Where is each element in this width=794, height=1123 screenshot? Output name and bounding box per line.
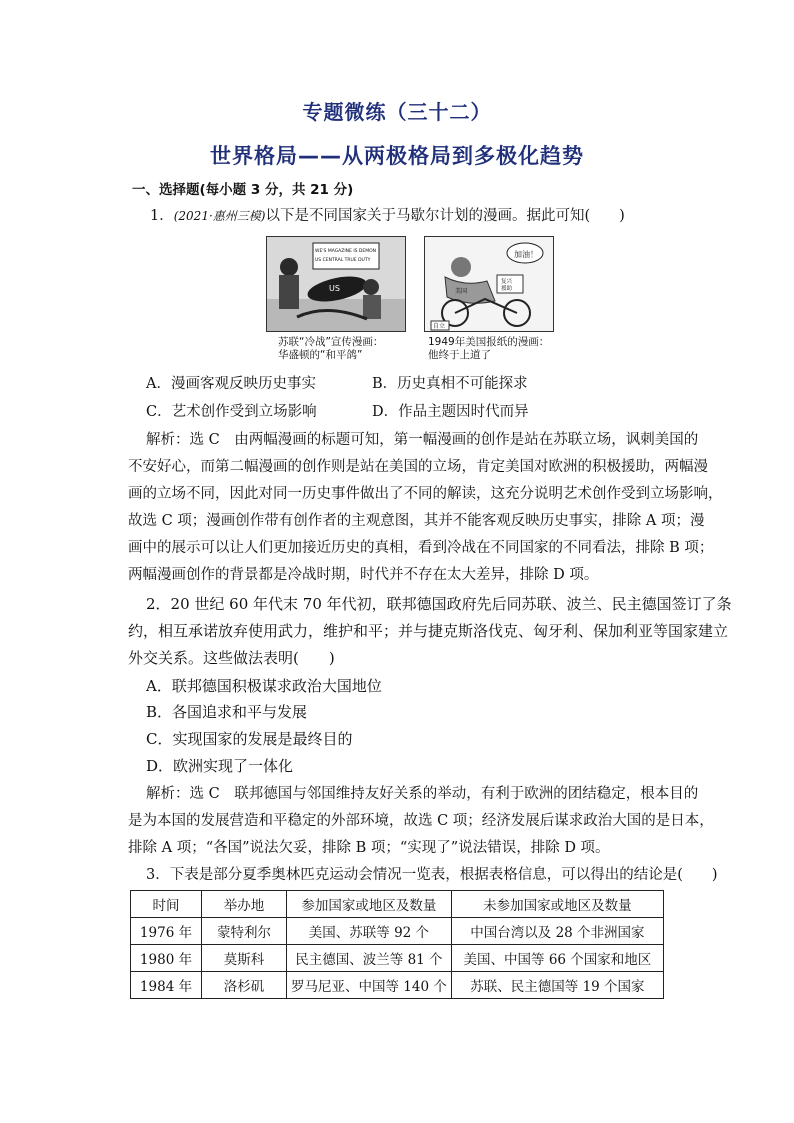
table-cell: 1980 年 [131, 945, 202, 972]
cartoon-us-label-4: 自立 [433, 323, 446, 330]
q3-stem: 3．下表是部分夏季奥林匹克运动会情况一览表，根据表格信息，可以得出的结论是( ) [146, 867, 718, 883]
cartoon-us-label-2: 复兴 [501, 279, 513, 285]
q2-analysis-line: 解析：选 C 联邦德国与邻国维持友好关系的举动，有利于欧洲的团结稳定，根本目的 [146, 786, 699, 802]
cartoon-us-caption-2: 他终于上道了 [428, 349, 491, 361]
table-cell: 1984 年 [131, 972, 202, 999]
table-cell: 中国台湾以及 28 个非洲国家 [451, 918, 663, 945]
cartoon-us-label-1: 美国 [455, 288, 468, 295]
cartoon-soviet-caption-2: 华盛顿的“和平鸽” [278, 349, 363, 361]
table-row [131, 945, 664, 972]
cartoon-us-bubble-text: 加油！ [514, 250, 538, 259]
table-cell: 蒙特利尔 [202, 918, 287, 945]
q1-option-d: D．作品主题因时代而异 [372, 404, 529, 420]
table-header-cell: 举办地 [202, 891, 287, 918]
cartoon-us-drawing [425, 237, 553, 331]
q1-option-c: C．艺术创作受到立场影响 [146, 404, 317, 420]
cartoon-soviet-bomb-label: US [329, 284, 340, 293]
q1-analysis-line: 两幅漫画创作的背景都是冷战时期，时代并不存在太大差异，排除 D 项。 [128, 567, 599, 583]
q2-option-d: D．欧洲实现了一体化 [146, 757, 294, 775]
q2-option-c: C．实现国家的发展是最终目的 [146, 730, 353, 748]
table-cell: 洛杉矶 [202, 972, 287, 999]
table-header-cell: 时间 [131, 891, 202, 918]
cartoon-soviet-sign-2: US CENTRAL TRUE DUTY [315, 258, 371, 263]
table-cell: 民主德国、波兰等 81 个 [287, 945, 452, 972]
q1-analysis-line: 画中的展示可以让人们更加接近历史的真相，看到冷战在不同国家的不同看法，排除 B 项； [128, 540, 714, 556]
cartoon-soviet-caption-1: 苏联“冷战”宣传漫画： [278, 336, 384, 348]
table-cell: 1976 年 [131, 918, 202, 945]
page-title: 专题微练（三十二） [302, 100, 492, 124]
cartoon-soviet-image [266, 236, 406, 332]
table-cell: 罗马尼亚、中国等 140 个 [287, 972, 452, 999]
table-row [131, 972, 664, 999]
q1-analysis-line: 不安好心，而第二幅漫画的创作则是站在美国的立场，肯定美国对欧洲的积极援助，两幅漫 [128, 459, 708, 475]
q2-analysis-line: 排除 A 项；“各国”说法欠妥，排除 B 项；“实现了”说法错误，排除 D 项。 [128, 840, 610, 856]
q1-option-b: B．历史真相不可能探求 [372, 376, 528, 392]
q1-number: 1． [150, 208, 174, 224]
table-cell: 美国、苏联等 92 个 [287, 918, 452, 945]
q2-stem-line: 约，相互承诺放弃使用武力，维护和平；并与捷克斯洛伐克、匈牙利、保加利亚等国家建立 [128, 622, 729, 640]
q1-option-a: A．漫画客观反映历史事实 [146, 376, 316, 392]
cartoon-soviet-drawing [267, 237, 405, 331]
table-header-cell: 参加国家或地区及数量 [287, 891, 452, 918]
q1-stem-line [150, 206, 625, 226]
q2-option-b: B．各国追求和平与发展 [146, 703, 308, 721]
section-heading: 一、选择题(每小题 3 分，共 21 分) [132, 182, 354, 198]
table-cell: 苏联、民主德国等 19 个国家 [451, 972, 663, 999]
table-cell: 美国、中国等 66 个国家和地区 [451, 945, 663, 972]
q1-analysis-line: 故选 C 项；漫画创作带有创作者的主观意图，其并不能客观反映历史事实，排除 A 项；漫 [128, 513, 705, 529]
page-subtitle: 世界格局——从两极格局到多极化趋势 [210, 144, 584, 168]
q2-analysis-line: 是为本国的发展营造和平稳定的外部环境，故选 C 项；经济发展后谋求政治大国的是日本， [128, 813, 714, 829]
cartoon-soviet-sign-1: WE'S MAGAZINE IS DEMON [315, 249, 377, 254]
q1-analysis-line: 画的立场不同，因此对同一历史事件做出了不同的解读，这充分说明艺术创作受到立场影响， [128, 486, 723, 502]
olympics-table [130, 890, 664, 999]
q1-source: (2021·惠州三模) [173, 209, 266, 223]
q2-stem-line: 外交关系。这些做法表明( ) [128, 649, 335, 667]
table-row [131, 918, 664, 945]
q2-option-a: A．联邦德国积极谋求政治大国地位 [146, 677, 382, 695]
table-header-row [131, 891, 664, 918]
cartoon-us-image [424, 236, 554, 332]
q1-analysis-line: 解析：选 C 由两幅漫画的标题可知，第一幅漫画的创作是站在苏联立场，讽刺美国的 [146, 432, 699, 448]
table-header-cell: 未参加国家或地区及数量 [451, 891, 663, 918]
cartoon-us-label-3: 援助 [501, 286, 513, 292]
q2-stem-line: 2．20 世纪 60 年代末 70 年代初，联邦德国政府先后同苏联、波兰、民主德国签订了条 [146, 595, 732, 613]
cartoon-us-caption-1: 1949年美国报纸的漫画： [428, 336, 550, 348]
q1-stem: 以下是不同国家关于马歇尔计划的漫画。据此可知( ) [265, 208, 625, 224]
table-cell: 莫斯科 [202, 945, 287, 972]
